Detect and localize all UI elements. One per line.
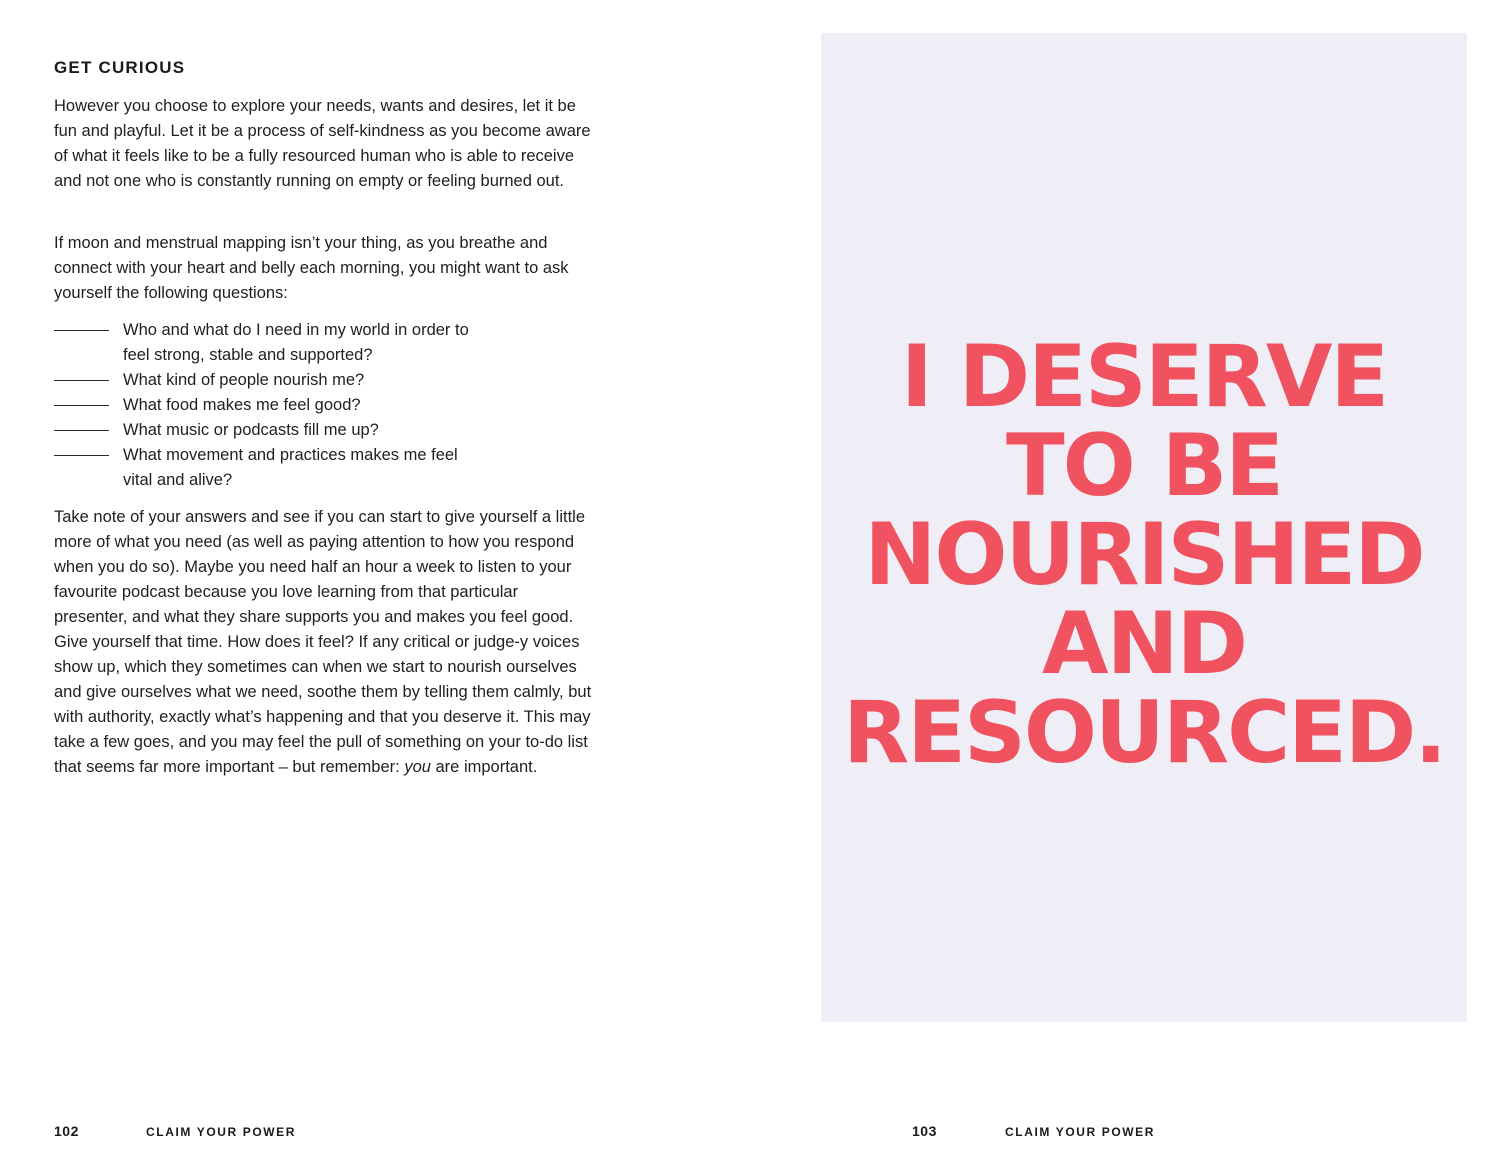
right-page	[750, 0, 1500, 1174]
dash-bullet	[54, 330, 109, 331]
question-text: What kind of people nourish me?	[123, 371, 365, 389]
question-text: Who and what do I need in my world in order to feel strong, stable and supported?	[123, 321, 469, 364]
question-text: What music or podcasts fill me up?	[123, 421, 379, 439]
list-item	[54, 443, 594, 493]
question-text: What food makes me feel good?	[123, 396, 361, 414]
quote-line: RESOURCED.	[843, 683, 1445, 783]
paragraph-3	[54, 505, 594, 780]
quote-line: NOURISHED	[864, 505, 1424, 605]
quote-line: TO BE	[1005, 416, 1282, 516]
page-number: 103	[912, 1123, 937, 1139]
running-title: CLAIM YOUR POWER	[1005, 1125, 1156, 1139]
paragraph-3-emphasis: you	[404, 758, 431, 776]
quote-line: AND	[1042, 594, 1246, 694]
list-item	[54, 318, 594, 368]
paragraph-3-text-a: Take note of your answers and see if you can start to give yourself a little more of what you need (as well as paying attention to how you respond when you do so). Maybe you need half an hour a week to listen to your favourite podcast because you love learning from that particular presenter, and what they share supports you and makes you feel good. Give yourself that time. How does it feel? If any critical or judge-y voices show up, which they sometimes can when we start to nourish ourselves and give ourselves what we need, soothe them by telling them calmly, but with authority, exactly what’s happening and that you deserve it. This may take a few goes, and you may feel the pull of something on your to-do list that seems far more important – but remember:	[54, 508, 592, 776]
dash-bullet	[54, 380, 109, 381]
list-item	[54, 393, 594, 418]
running-title: CLAIM YOUR POWER	[146, 1125, 297, 1139]
dash-bullet	[54, 455, 109, 456]
questions-list	[54, 318, 594, 493]
list-item	[54, 368, 594, 393]
paragraph-1: However you choose to explore your needs, wants and desires, let it be fun and playful. Let it be a process of self-kindness as you become aware of what it feels like to be a fully resourced human who is able to receive and not one who is constantly running on empty or feeling burned out.	[54, 97, 591, 190]
quote-line: I DESERVE	[900, 327, 1388, 427]
dash-bullet	[54, 405, 109, 406]
dash-bullet	[54, 430, 109, 431]
page-number: 102	[54, 1123, 79, 1139]
list-item	[54, 418, 594, 443]
paragraph-3-text-b: are important.	[430, 758, 538, 776]
quote-panel	[821, 33, 1467, 1022]
section-heading: GET CURIOUS	[54, 58, 186, 77]
question-text: What movement and practices makes me feel vital and alive?	[123, 446, 458, 489]
paragraph-2: If moon and menstrual mapping isn’t your thing, as you breathe and connect with your heart and belly each morning, you might want to ask yourself the following questions:	[54, 234, 569, 302]
affirmation-quote	[821, 327, 1467, 783]
